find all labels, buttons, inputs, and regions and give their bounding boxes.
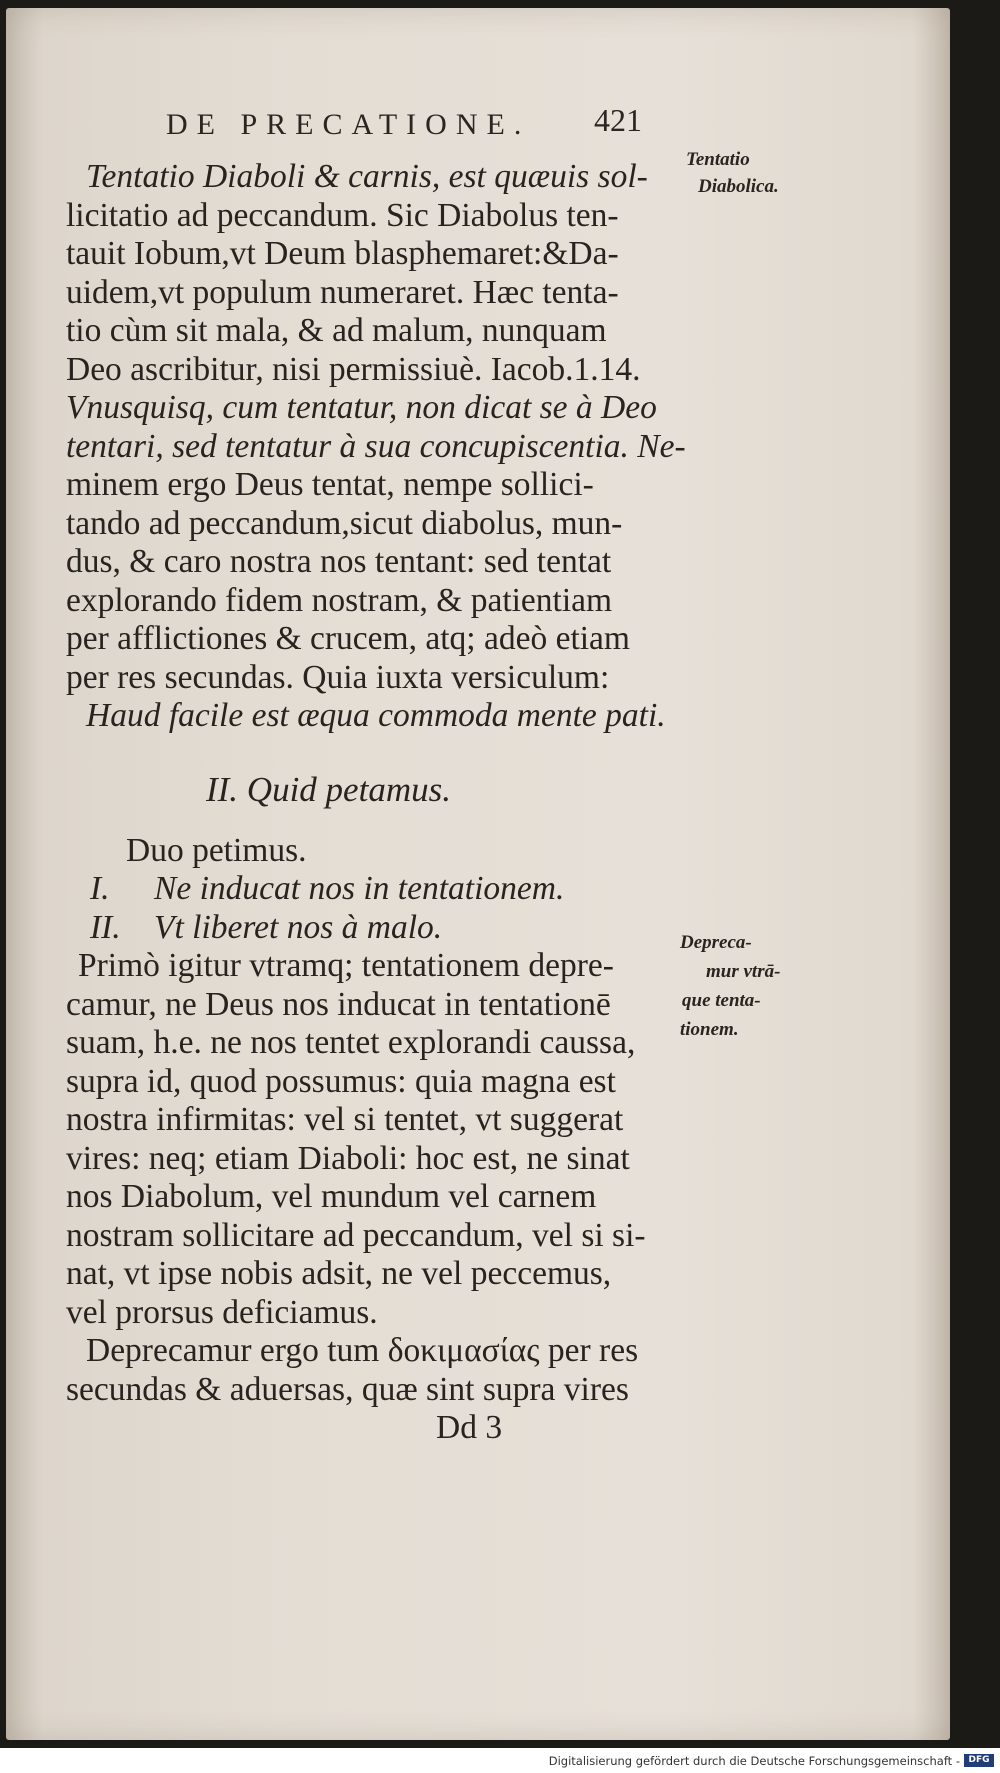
margin-note: Depreca- mur vtrā- que tenta- tionem. (680, 932, 781, 1040)
section-heading: II. Quid petamus. (206, 769, 451, 809)
list-text: Ne inducat nos in tentationem. (154, 870, 565, 907)
text-line: minem ergo Deus tentat, nempe sollici- (66, 466, 594, 503)
list-item (66, 870, 676, 909)
text-line: explorando fidem nostram, & patientiam (66, 581, 613, 619)
text-line: uidem,vt populum numeraret. Hæc tenta- (66, 273, 619, 311)
text-line: Tentatio Diaboli & carnis, est quæuis sol- (86, 158, 648, 195)
text-line: tando ad peccandum,sicut diabolus, mun- (66, 504, 623, 542)
margin-note: Tentatio Diabolica. (686, 149, 779, 197)
text-line: per res secundas. Quia iuxta versiculum: (66, 658, 610, 696)
dfg-logo: DFG (964, 1754, 994, 1767)
main-text (66, 158, 686, 1448)
text-line: dus, & caro nostra nos tentant: sed tentat (66, 543, 612, 580)
text-line: licitatio ad peccandum. Sic Diabolus ten- (66, 196, 619, 234)
text-line: vel prorsus deficiamus. (66, 1293, 378, 1331)
text-line: nostra infirmitas: vel si tentet, vt suggerat (66, 1101, 624, 1138)
text-line: tentari, sed tentatur à sua concupiscentia. Ne- (66, 427, 686, 465)
text-line: supra id, quod possumus: quia magna est (66, 1062, 616, 1100)
footer-bar (0, 1748, 1000, 1773)
footer-credit: Digitalisierung gefördert durch die Deutsche Forschungsgemeinschaft - (548, 1754, 960, 1768)
list-number: II. (90, 908, 121, 946)
running-head (166, 102, 666, 148)
text-line: vires: neq; etiam Diaboli: hoc est, ne sinat (66, 1139, 630, 1177)
book-page (6, 8, 950, 1740)
signature-mark: Dd 3 (436, 1409, 503, 1446)
text-line: secundas & aduersas, quæ sint supra vires (66, 1370, 629, 1408)
list-number: I. (90, 870, 110, 907)
verse-line: Haud facile est æqua commoda mente pati. (86, 697, 666, 734)
text-line: per afflictiones & crucem, atq; adeò etiam (66, 620, 630, 657)
text-line: tauit Iobum,vt Deum blasphemaret:&Da- (66, 235, 619, 272)
text-line: nat, vt ipse nobis adsit, ne vel peccemus, (66, 1255, 612, 1292)
text-line: tio cùm sit mala, & ad malum, nunquam (66, 312, 607, 349)
page-number: 421 (594, 102, 642, 138)
text-line: camur, ne Deus nos inducat in tentationē (66, 985, 611, 1023)
list-item (66, 909, 676, 948)
text-line: nostram sollicitare ad peccandum, vel si si- (66, 1216, 646, 1254)
text-line: Deo ascribitur, nisi permissiuè. Iacob.1.14. (66, 350, 641, 388)
text-line: nos Diabolum, vel mundum vel carnem (66, 1178, 597, 1215)
text-line: suam, h.e. ne nos tentet explorandi caussa, (66, 1024, 636, 1061)
text-line: Duo petimus. (126, 831, 307, 869)
text-line: Primò igitur vtramq; tentationem depre- (78, 947, 614, 984)
list-text: Vt liberet nos à malo. (154, 908, 443, 946)
running-title: DE PRECATIONE. (166, 108, 531, 141)
text-line: Deprecamur ergo tum δοκιμασίας per res (86, 1332, 639, 1369)
text-line: Vnusquisq, cum tentatur, non dicat se à Deo (66, 389, 657, 426)
